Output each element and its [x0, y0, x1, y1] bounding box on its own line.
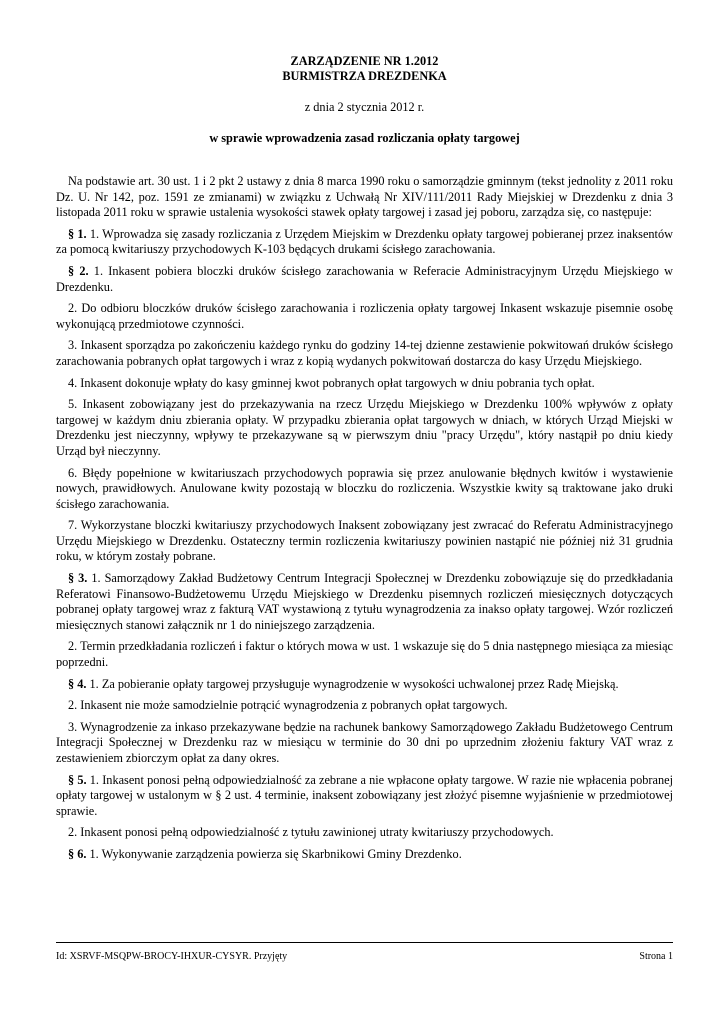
paragraph-text: 2. Do odbioru bloczków druków ścisłego zarachowania i rozliczenia opłaty targowej Inkasent wskazuje pisemnie osobę wykonującą przedmiotowe czynności. — [56, 301, 673, 331]
paragraph-text: 1. Inkasent ponosi pełną odpowiedzialność za zebrane a nie wpłacone opłaty targowe. W razie nie wpłacenia pobranej opłaty targowej w ustalonym w § 2 ust. 4 terminie, inaksent zobowiązany jest złożyć pisemne wyjaśnienie w przedmiotowej sprawie. — [56, 772, 673, 818]
paragraph — [56, 227, 673, 258]
section-number: § 6. — [68, 846, 87, 861]
document-title-line2: BURMISTRZA DREZDENKA — [282, 69, 447, 83]
paragraph-text: 5. Inkasent zobowiązany jest do przekazywania na rzecz Urzędu Miejskiego w Drezdenku 100% wpływów z opłaty targowej w każdym dniu zbierania opłaty. W przypadku zbierania opłat targowych w dniach, w których Urząd Miejski w Drezdenku jest nieczynny, wpływy te przekazywane są w pierwszym dniu "pracy Urzędu", który nastąpił po dniu kiedy Urząd był nieczynny. — [56, 397, 673, 458]
document-page — [56, 54, 673, 869]
paragraph — [56, 397, 673, 459]
paragraph-text: 3. Wynagrodzenie za inkaso przekazywane będzie na rachunek bankowy Samorządowego Zakładu Budżetowego Centrum Integracji Społecznej w Drezdenku raz w miesiącu w terminie do 30 dni po uprzednim złożeniu faktury VAT wraz z zestawieniem zbiorczym opłat za dany okres. — [56, 719, 673, 765]
document-id: Id: XSRVF-MSQPW-BROCY-IHXUR-CYSYR. Przyjęty — [56, 951, 288, 962]
paragraph-text: 2. Inkasent nie może samodzielnie potrącić wynagrodzenia z pobranych opłat targowych. — [68, 698, 508, 713]
paragraph — [56, 571, 673, 633]
section-number: § 5. — [68, 772, 87, 787]
paragraph — [56, 338, 673, 369]
document-subject: w sprawie wprowadzenia zasad rozliczania opłaty targowej — [209, 131, 520, 145]
document-title-line1: ZARZĄDZENIE NR 1.2012 — [290, 54, 439, 68]
paragraph — [56, 518, 673, 565]
paragraph-text: 1. Wykonywanie zarządzenia powierza się Skarbnikowi Gminy Drezdenko. — [86, 846, 462, 861]
page-number: Strona 1 — [639, 951, 673, 962]
section-number: § 2. — [68, 263, 89, 278]
paragraph — [56, 301, 673, 332]
paragraph-text: 7. Wykorzystane bloczki kwitariuszy przychodowych Inaksent zobowiązany jest zwracać do Referatu Administracyjnego Urzędu Miejskiego w Drezdenku. Ostateczny termin rozliczenia kwitariuszy powinien nastąpić nie później niż 31 grudnia roku, w którym zostały pobrane. — [56, 518, 673, 564]
paragraph — [56, 698, 673, 714]
section-number: § 3. — [68, 571, 88, 586]
paragraph-text: 2. Termin przedkładania rozliczeń i faktur o których mowa w ust. 1 wskazuje się do 5 dnia następnego miesiąca za miesiąc poprzedni. — [56, 639, 673, 670]
paragraph — [56, 639, 673, 670]
section-number: § 1. — [68, 226, 87, 241]
paragraph-text: 4. Inkasent dokonuje wpłaty do kasy gminnej kwot pobranych opłat targowych w dniu pobrania tych opłat. — [68, 375, 595, 390]
paragraph-text: 1. Za pobieranie opłaty targowej przysługuje wynagrodzenie w wysokości uchwalonej przez Radę Miejską. — [86, 676, 619, 691]
paragraph-text: 2. Inkasent ponosi pełną odpowiedzialność z tytułu zawinionej utraty kwitariuszy przychodowych. — [68, 825, 554, 840]
paragraph-text: 1. Wprowadza się zasady rozliczania z Urzędem Miejskim w Drezdenku opłaty targowej pobieranej przez inaksentów za pomocą kwitariuszy przychodowych K-103 będących drukami ścisłego zarachowania. — [56, 226, 673, 257]
paragraph — [56, 376, 673, 392]
paragraph — [56, 773, 673, 820]
paragraph — [56, 847, 673, 863]
paragraph — [56, 677, 673, 693]
paragraph-text: 1. Inkasent pobiera bloczki druków ścisłego zarachowania w Referacie Administracyjnym Urzędu Miejskiego w Drezdenku. — [56, 263, 673, 294]
document-date: z dnia 2 stycznia 2012 r. — [304, 100, 425, 114]
paragraph — [56, 720, 673, 767]
paragraph-list — [56, 227, 673, 863]
paragraph-text: 3. Inkasent sporządza po zakończeniu każdego rynku do godziny 14-tej dzienne zestawienie pokwitowań druków ścisłego zarachowania pobranych opłat targowych i wraz z kopią wydanych pokwitowań dostarcza do kasy Urzędu Miejskiego. — [56, 338, 673, 368]
paragraph — [56, 264, 673, 295]
paragraph — [56, 825, 673, 841]
intro-paragraph: Na podstawie art. 30 ust. 1 i 2 pkt 2 ustawy z dnia 8 marca 1990 roku o samorządzie gminnym (tekst jednolity z 2011 roku Dz. U. Nr 142, poz. 1591 ze zmianami) w związku z Uchwałą Nr XIV/111/2011 Rady Miejskiej w Drezdenku z dnia 3 listopada 2011 roku w sprawie ustalenia wysokości stawek opłaty targowej i zasad jej poboru, zarządza się, co następuje: — [56, 174, 673, 220]
footer-divider — [56, 942, 673, 943]
paragraph — [56, 466, 673, 513]
section-number: § 4. — [68, 676, 87, 691]
paragraph-text: 1. Samorządowy Zakład Budżetowy Centrum Integracji Społecznej w Drezdenku zobowiązuje się do przedkładania Referatowi Finansowo-Budżetowemu Urzędu Miejskiego w Drezdenku pisemnych rozliczeń miesięcznych dotyczących pobranej opłaty targowej wraz z fakturą VAT wystawioną z tytułu wynagrodzenia za inakso opłaty targowej. Wzór rozliczeń miesięcznych stanowi załącznik nr 1 do niniejszego zarządzenia. — [56, 571, 673, 632]
paragraph-text: 6. Błędy popełnione w kwitariuszach przychodowych poprawia się przez anulowanie błędnych kwitów i wystawienie nowych, prawidłowych. Anulowane kwity pozostają w bloczku do rozliczenia. Wszystkie kwity są traktowane jako druki ścisłego zarachowania. — [56, 465, 673, 511]
